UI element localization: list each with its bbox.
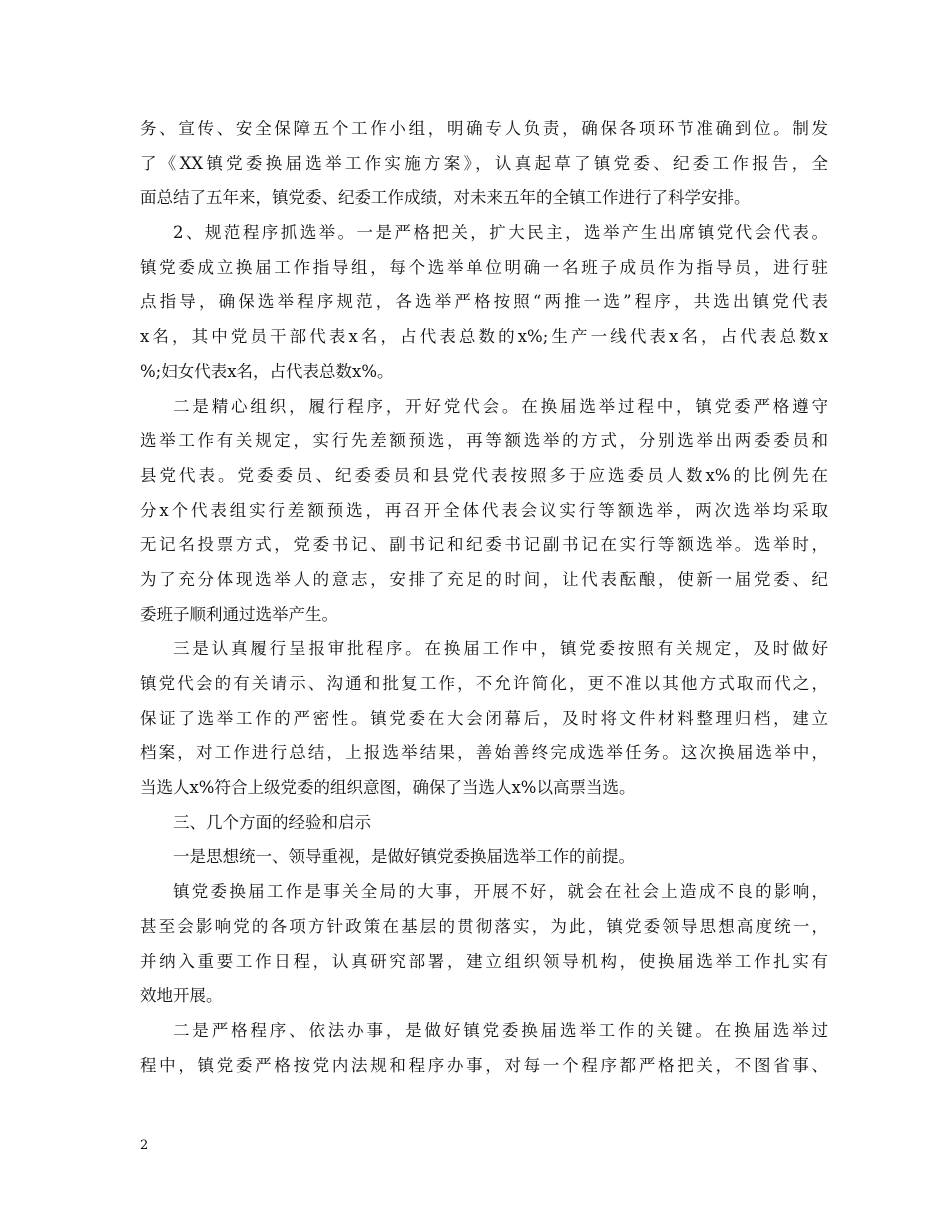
text-line: 三、几个方面的经验和启示 xyxy=(173,812,371,832)
text-line: 委班子顺利通过选举产生。 xyxy=(140,604,338,624)
text-line: 一是思想统一、领导重视，是做好镇党委换届选举工作的前提。 xyxy=(173,847,635,867)
text-line: 镇党委成立换届工作指导组，每个选举单位明确一名班子成员作为指导员，进行驻 xyxy=(140,257,828,277)
text-line: 分x个代表组实行差额预选，再召开全体代表会议实行等额选举，两次选举均采取 xyxy=(140,500,828,520)
text-line: 2、规范程序抓选举。一是严格把关，扩大民主，选举产生出席镇党代会代表。 xyxy=(173,223,828,243)
text-line: 镇党代会的有关请示、沟通和批复工作，不允许简化，更不准以其他方式取而代之， xyxy=(140,674,828,693)
text-line: 三是认真履行呈报审批程序。在换届工作中，镇党委按照有关规定，及时做好 xyxy=(173,639,828,659)
text-line: 了《XX镇党委换届选举工作实施方案》，认真起草了镇党委、纪委工作报告，全 xyxy=(140,153,828,173)
text-line: 为了充分体现选举人的意志，安排了充足的时间，让代表酝酿，使新一届党委、纪 xyxy=(140,569,828,589)
text-line: 务、宣传、安全保障五个工作小组，明确专人负责，确保各项环节准确到位。制发 xyxy=(140,119,828,138)
text-line: 档案，对工作进行总结，上报选举结果，善始善终完成选举任务。这次换届选举中， xyxy=(140,743,828,763)
text-line: 当选人x%符合上级党委的组织意图，确保了当选人x%以高票当选。 xyxy=(140,778,636,798)
text-line: 程中，镇党委严格按党内法规和程序办事，对每一个程序都严格把关，不图省事、 xyxy=(140,1055,828,1075)
text-line: 效地开展。 xyxy=(140,986,223,1006)
text-line: x名，其中党员干部代表x名，占代表总数的x%;生产一线代表x名，占代表总数x xyxy=(140,327,828,347)
text-line: 甚至会影响党的各项方针政策在基层的贯彻落实，为此，镇党委领导思想高度统一， xyxy=(140,916,828,936)
text-line: 二是严格程序、依法办事，是做好镇党委换届选举工作的关键。在换届选举过 xyxy=(173,1020,828,1040)
document-body xyxy=(140,112,828,1083)
text-line: 镇党委换届工作是事关全局的大事，开展不好，就会在社会上造成不良的影响， xyxy=(173,882,828,902)
page-number: 2 xyxy=(140,1138,149,1153)
text-line: %;妇女代表x名，占代表总数x%。 xyxy=(140,361,394,381)
text-line: 二是精心组织，履行程序，开好党代会。在换届选举过程中，镇党委严格遵守 xyxy=(173,396,828,416)
text-line: 无记名投票方式，党委书记、副书记和纪委书记副书记在实行等额选举。选举时， xyxy=(140,535,828,555)
text-line: 点指导，确保选举程序规范，各选举严格按照“两推一选”程序，共选出镇党代表 xyxy=(140,292,828,312)
text-line: 选举工作有关规定，实行先差额预选，再等额选举的方式，分别选举出两委委员和 xyxy=(140,431,828,451)
text-line: 面总结了五年来，镇党委、纪委工作成绩，对未来五年的全镇工作进行了科学安排。 xyxy=(140,188,751,208)
text-line: 保证了选举工作的严密性。镇党委在大会闭幕后，及时将文件材料整理归档，建立 xyxy=(140,708,828,728)
text-line: 并纳入重要工作日程，认真研究部署，建立组织领导机构，使换届选举工作扎实有 xyxy=(140,951,828,971)
text-line: 县党代表。党委委员、纪委委员和县党代表按照多于应选委员人数x%的比例先在 xyxy=(140,465,828,485)
